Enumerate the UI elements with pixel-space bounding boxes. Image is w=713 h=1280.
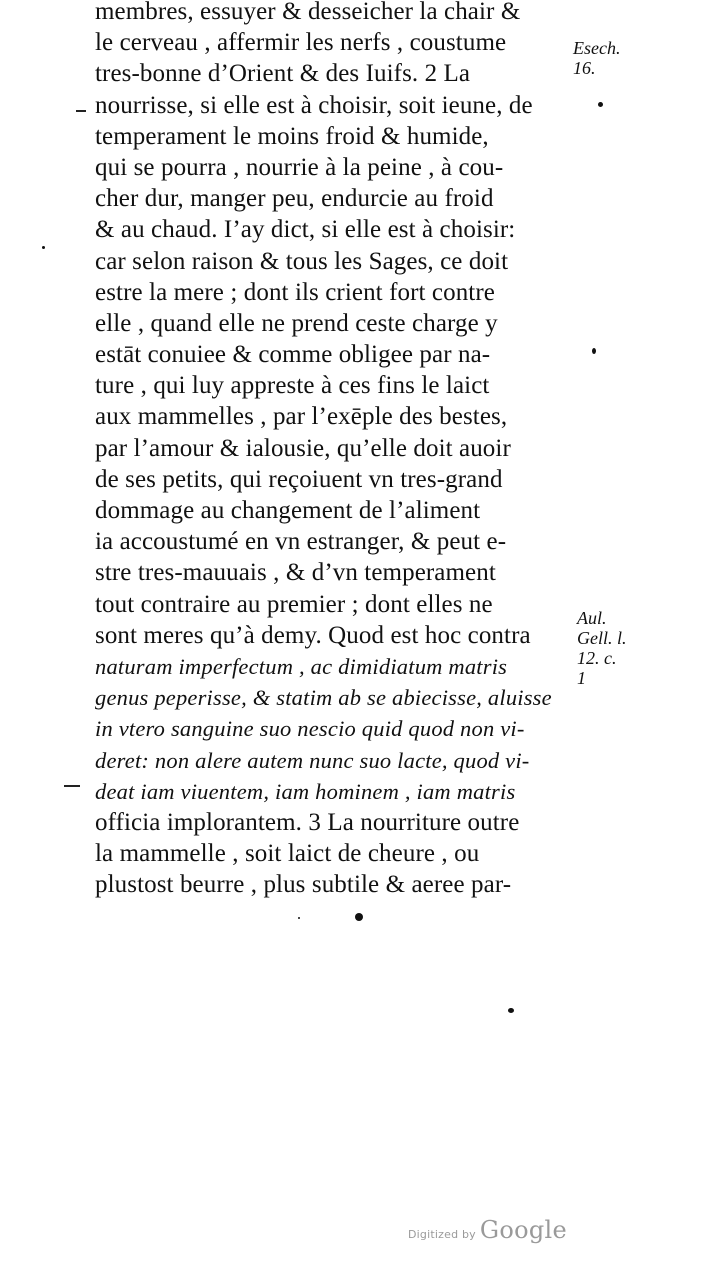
ink-dash: [64, 785, 80, 787]
text-line: car selon raison & tous les Sages, ce doit: [95, 247, 509, 275]
ink-speck: [592, 348, 596, 354]
text-line: elle , quand elle ne prend ceste charge y: [95, 309, 498, 337]
latin-quote-line: genus peperisse, & statim ab se abiecisse, aluisse: [95, 685, 552, 711]
text-line: dommage au changement de l’aliment: [95, 497, 481, 524]
text-line: ture , qui luy appreste à ces fins le laict: [95, 372, 490, 400]
text-line: qui se pourra , nourrie à la peine , à cou-: [95, 153, 504, 181]
margin-note-aul-gell: Aul. Gell. l. 12. c. 1: [577, 608, 627, 688]
text-line: cher dur, manger peu, endurcie au froid: [95, 185, 494, 213]
google-watermark: [408, 1216, 567, 1248]
text-line: aux mammelles , par l’exēple des bestes,: [95, 403, 508, 431]
ink-dash: [76, 110, 86, 112]
text-line: plustost beurre , plus subtile & aeree par-: [95, 871, 512, 899]
text-line: tres-bonne d’Orient & des Iuifs. 2 La: [95, 60, 471, 88]
latin-quote-line: deret: non alere autem nunc suo lacte, quod vi-: [95, 747, 530, 773]
ink-speck: [42, 246, 45, 249]
latin-quote-line: in vtero sanguine suo nescio quid quod non vi-: [95, 716, 525, 742]
text-line: sont meres qu’à demy. Quod est hoc contra: [95, 621, 531, 649]
ink-speck: [298, 917, 300, 919]
margin-note-esech: Esech. 16.: [573, 38, 621, 78]
text-line: tout contraire au premier ; dont elles ne: [95, 590, 493, 618]
text-line: estāt conuiee & comme obligee par na-: [95, 341, 491, 369]
text-line: membres, essuyer & desseicher la chair &: [95, 0, 521, 25]
text-line: estre la mere ; dont ils crient fort contre: [95, 278, 495, 306]
ink-speck: [598, 102, 603, 107]
text-line: temperament le moins froid & humide,: [95, 122, 489, 150]
watermark-brand: Google: [479, 1216, 567, 1244]
text-line: la mammelle , soit laict de cheure , ou: [95, 840, 480, 868]
ink-speck: [355, 913, 363, 921]
latin-quote-line: deat iam viuentem, iam hominem , iam matris: [95, 778, 516, 804]
text-line: le cerveau , affermir les nerfs , coustume: [95, 29, 507, 57]
text-line: stre tres-mauuais , & d’vn temperament: [95, 559, 496, 587]
text-line: nourrisse, si elle est à choisir, soit ieune, de: [95, 91, 533, 119]
text-line: par l’amour & ialousie, qu’elle doit auoir: [95, 434, 511, 462]
text-line: de ses petits, qui reçoiuent vn tres-grand: [95, 465, 503, 493]
ink-speck: [508, 1008, 514, 1013]
text-line: ia accoustumé en vn estranger, & peut e-: [95, 528, 507, 556]
text-line: officia implorantem. 3 La nourriture outre: [95, 808, 520, 836]
body-text: [95, 0, 575, 900]
watermark-prefix: Digitized by: [408, 1228, 476, 1241]
latin-quote-line: naturam imperfectum , ac dimidiatum matris: [95, 653, 508, 679]
text-line: & au chaud. I’ay dict, si elle est à choisir:: [95, 216, 516, 244]
